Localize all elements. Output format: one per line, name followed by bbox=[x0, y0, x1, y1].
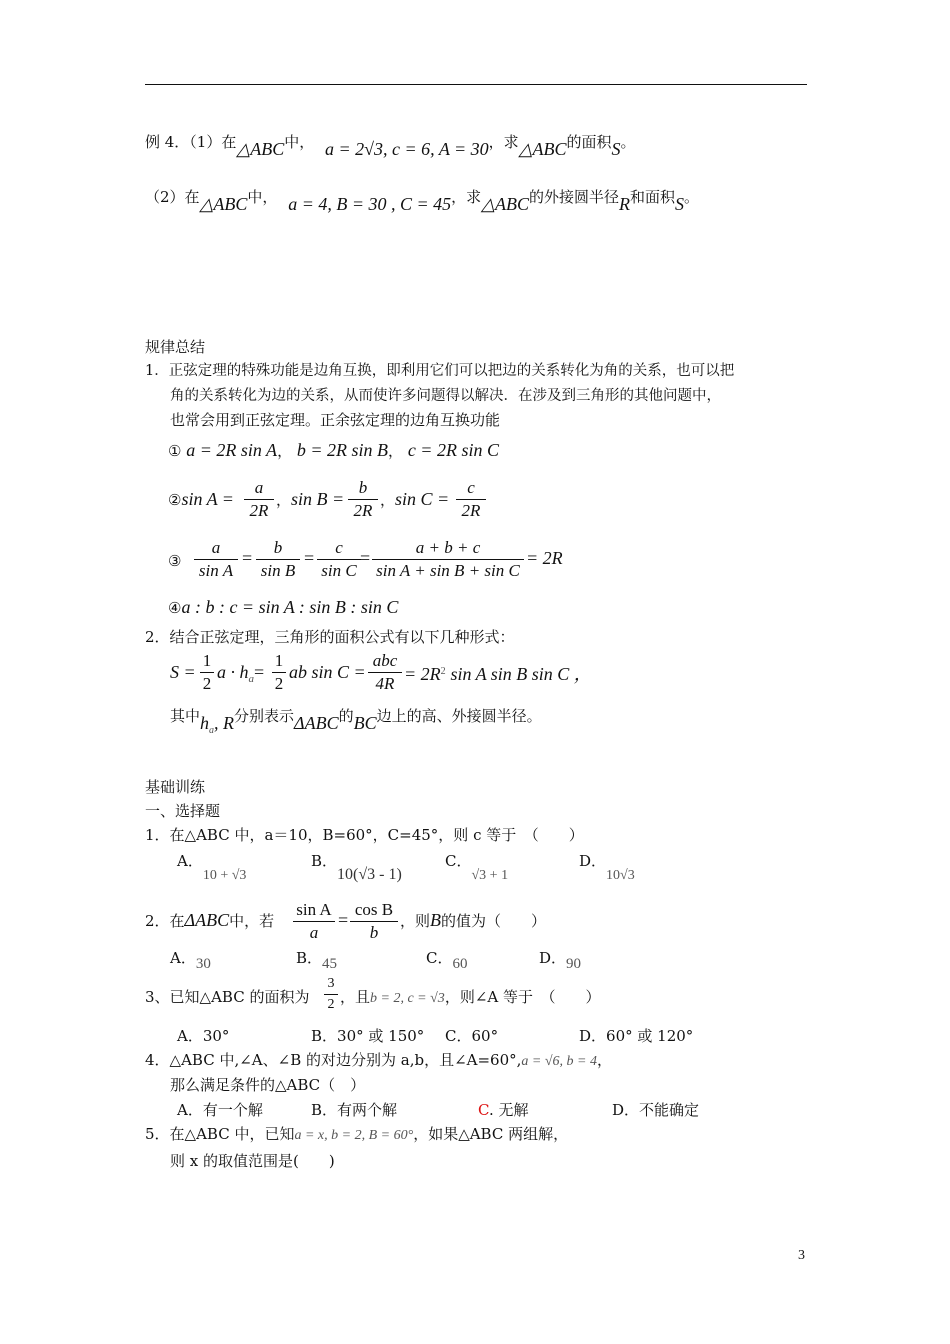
training-section: 一、选择题 bbox=[145, 802, 221, 820]
formula-2-frac-b: $\frac{b}{2R}$ bbox=[348, 477, 378, 522]
question-2-suffix: ，则B的值为（ ） bbox=[400, 910, 547, 930]
question-4-line1: 4．△ABC 中,∠A、∠B 的对边分别为 a,b，且∠A=60°,a = √6, b = 4， bbox=[145, 1051, 612, 1069]
question-4-line2: 那么满足条件的△ABC（ ） bbox=[170, 1076, 366, 1094]
formula-2-sinC: ，sin C = bbox=[380, 489, 450, 509]
question-1: 1．在△ABC 中，a＝10，B=60°，C=45°，则 c 等于 （ ） bbox=[145, 826, 584, 844]
q1-option-b: B．10(√3 - 1) bbox=[311, 852, 402, 883]
formula-3-frac-4: $\frac{a + b + c}{\text{sin A + sin B + sin C}}$ bbox=[372, 537, 524, 582]
formula-2-frac-a: $\frac{a}{2R}$ bbox=[244, 477, 274, 522]
formula-3-frac-2: $\frac{b}{\text{sin B}}$ bbox=[256, 537, 300, 582]
question-2-prefix: 2．在ΔABC中，若 bbox=[145, 910, 275, 930]
q2-option-a: A．30 bbox=[170, 949, 211, 972]
q2-frac-1: $\frac{\text{sin A}}{a}$ bbox=[293, 899, 335, 944]
q4-option-b: B．有两个解 bbox=[311, 1101, 398, 1119]
q4-option-d: D．不能确定 bbox=[612, 1101, 700, 1119]
summary-item2-line: 2．结合正弦定理，三角形的面积公式有以下几种形式： bbox=[145, 628, 515, 646]
formula-3-frac-3: $\frac{c}{\text{sin C}}$ bbox=[317, 537, 361, 582]
example4-part1: 例 4．（1）在△ABC中， a = 2√3, c = 6, A = 30，求△ABC的面积S。 bbox=[145, 133, 636, 159]
q2-option-d: D．90 bbox=[539, 949, 582, 972]
question-3-suffix: ，且b = 2, c = √3，则∠A 等于 （ ） bbox=[340, 988, 601, 1006]
formula-3-label: ③ bbox=[168, 552, 182, 570]
q3-frac: $\frac{3}{2}$ bbox=[324, 974, 338, 1015]
q4-option-a: A．有一个解 bbox=[177, 1101, 263, 1119]
where-line: 其中$h_a$, R分别表示ΔABC的BC边上的高、外接圆半径。 bbox=[170, 707, 542, 736]
formula-3-frac-1: $\frac{a}{\text{sin A}}$ bbox=[194, 537, 238, 582]
formula-3-eq3: = bbox=[360, 548, 371, 568]
formula-3-eq2: = bbox=[304, 548, 315, 568]
formula-3-rhs: = 2R bbox=[526, 548, 563, 568]
q2-eq: = bbox=[338, 910, 349, 930]
q1-option-a: A．10 + √3 bbox=[177, 852, 247, 883]
page-number: 3 bbox=[798, 1248, 805, 1263]
q1-option-d: D．10√3 bbox=[579, 852, 635, 883]
q2-frac-2: $\frac{\text{cos B}}{b}$ bbox=[350, 899, 398, 944]
example4-part2: （2）在△ABC中， a = 4, B = 30 , C = 45，求△ABC的外接圆半径R和面积S。 bbox=[145, 188, 700, 214]
area-S: S = bbox=[170, 662, 196, 682]
area-tail: = $2R^2$ sin A sin B sin C ， bbox=[404, 664, 592, 684]
area-frac-half-1: $\frac{1}{2}$ bbox=[200, 650, 214, 695]
summary-heading: 规律总结 bbox=[145, 338, 206, 356]
question-5-line2: 则 x 的取值范围是( ) bbox=[170, 1152, 335, 1170]
summary-item1-line1: 1．正弦定理的特殊功能是边角互换，即利用它们可以把边的关系转化为角的关系，也可以把 bbox=[145, 363, 735, 379]
area-frac-half-2: $\frac{1}{2}$ bbox=[272, 650, 286, 695]
formula-3-eq1: = bbox=[242, 548, 253, 568]
area-absinC: ab sin C = bbox=[289, 662, 366, 682]
q1-option-c: C．√3 + 1 bbox=[445, 852, 509, 883]
question-3-prefix: 3、已知△ABC 的面积为 bbox=[145, 988, 310, 1006]
header-rule bbox=[145, 84, 807, 85]
formula-2-label: ②sin A = bbox=[168, 489, 234, 509]
area-aha: $a \cdot h_a=$ bbox=[217, 662, 265, 685]
formula-4: ④a : b : c = sin A : sin B : sin C bbox=[168, 597, 399, 617]
q2-option-c: C．60 bbox=[426, 949, 468, 972]
formula-2-frac-c: $\frac{c}{2R}$ bbox=[456, 477, 486, 522]
area-frac-abc: abc 4R bbox=[368, 650, 402, 695]
q3-option-d: D．60° 或 120° bbox=[579, 1027, 694, 1045]
summary-item1-line3: 也常会用到正弦定理。正余弦定理的边角互换功能 bbox=[170, 411, 501, 429]
question-5-line1: 5．在△ABC 中，已知a = x, b = 2, B = 60°，如果△ABC 两组解， bbox=[145, 1125, 569, 1143]
q3-option-b: B．30° 或 150° bbox=[311, 1027, 425, 1045]
summary-item1-line2: 角的关系转化为边的关系，从而使许多问题得以解决．在涉及到三角形的其他问题中， bbox=[170, 388, 721, 404]
q4-option-c: C. 无解 bbox=[478, 1101, 529, 1119]
q3-option-c: C．60° bbox=[445, 1027, 499, 1045]
q2-option-b: B．45 bbox=[296, 949, 338, 972]
q3-option-a: A．30° bbox=[177, 1027, 230, 1045]
formula-2-sinB: ，sin B = bbox=[276, 489, 345, 509]
formula-1: ① a = 2R sin A， b = 2R sin B， c = 2R sin C bbox=[168, 440, 499, 460]
training-heading: 基础训练 bbox=[145, 778, 206, 796]
